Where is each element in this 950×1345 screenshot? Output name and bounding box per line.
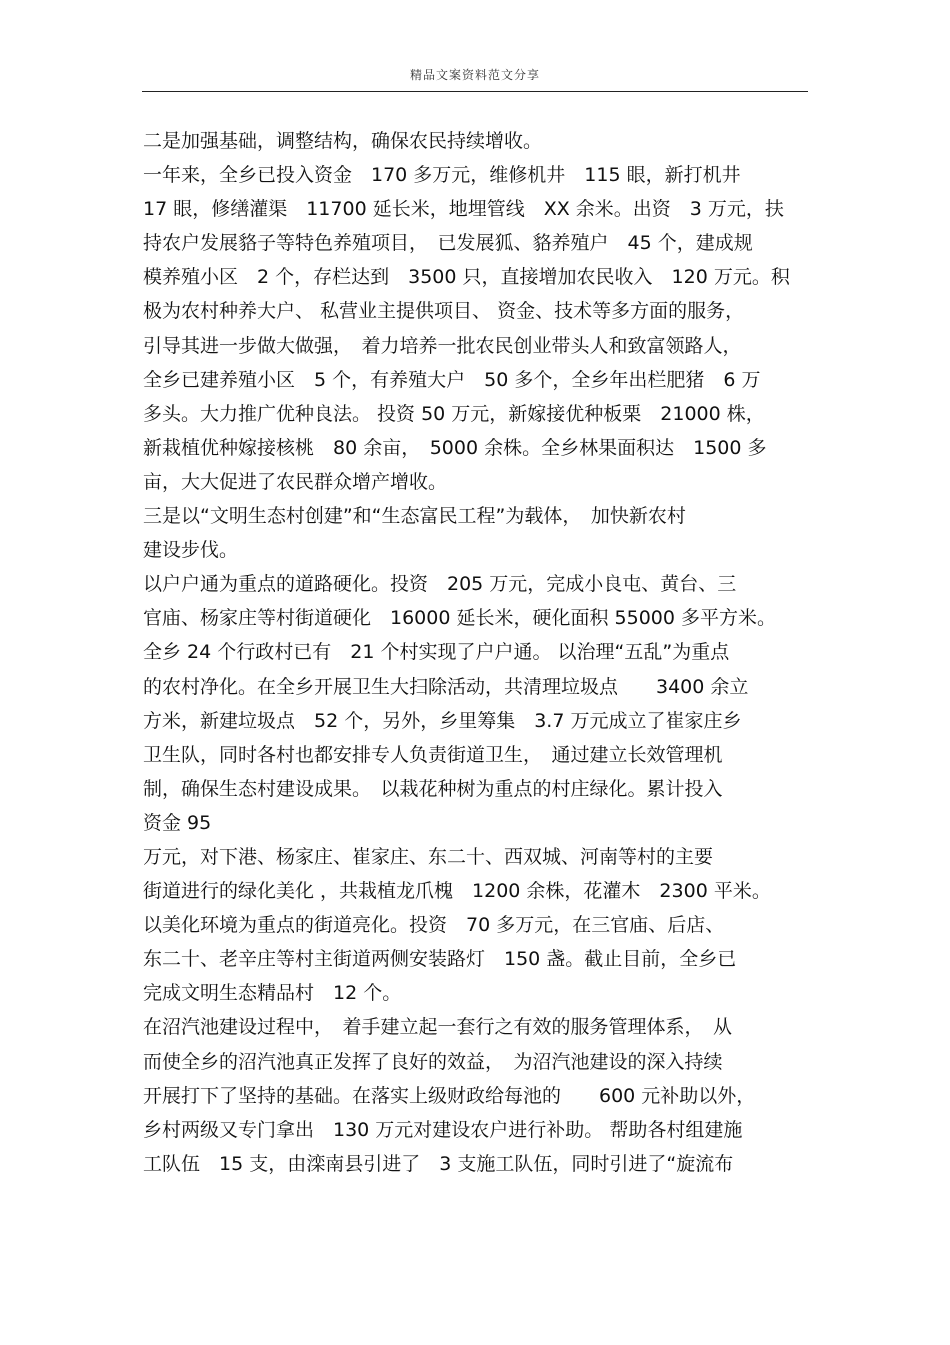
text-line: 17 眼，修缮灌渠 11700 延长米，地埋管线 XX 余米。出资 3 万元，扶: [143, 198, 784, 221]
text-line: 完成文明生态精品村 12 个。: [143, 982, 402, 1005]
document-body: [143, 124, 813, 1181]
text-line: 卫生队，同时各村也都安排专人负责街道卫生， 通过建立长效管理机: [143, 743, 723, 766]
text-line: 亩，大大促进了农民群众增产增收。: [143, 470, 448, 493]
text-line: 以美化环境为重点的街道亮化。投资 70 多万元，在三官庙、后店、: [143, 914, 725, 937]
text-line: 官庙、杨家庄等村街道硬化 16000 延长米，硬化面积 55000 多平方米。: [143, 607, 777, 630]
header-divider: [142, 91, 808, 92]
text-line: 全乡已建养殖小区 5 个，有养殖大户 50 多个，全乡年出栏肥猪 6 万: [143, 368, 761, 391]
text-line: 二是加强基础，调整结构，确保农民持续增收。: [143, 130, 543, 152]
text-line: 万元，对下港、杨家庄、崔家庄、东二十、西双城、河南等村的主要: [143, 845, 714, 868]
text-line: 引导其进一步做大做强， 着力培养一批农民创业带头人和致富领路人，: [143, 334, 742, 357]
text-line: 建设步伐。: [143, 539, 239, 562]
text-line: 制，确保生态村建设成果。 以栽花种树为重点的村庄绿化。累计投入: [143, 777, 723, 800]
text-line: 以户户通为重点的道路硬化。投资 205 万元，完成小良屯、黄台、三: [143, 573, 737, 596]
text-line: 而使全乡的沼汽池真正发挥了良好的效益， 为沼汽池建设的深入持续: [143, 1050, 723, 1073]
text-line: 多头。大力推广优种良法。 投资 50 万元，新嫁接优种板栗 21000 株，: [143, 402, 765, 425]
text-line: 全乡 24 个行政村已有 21 个村实现了户户通。 以治理“五乱”为重点: [143, 641, 730, 664]
text-line: 资金 95: [143, 811, 212, 834]
text-line: 模养殖小区 2 个，存栏达到 3500 只，直接增加农民收入 120 万元。积: [143, 266, 790, 289]
page-header-title: 精品文案资料范文分享: [409, 68, 540, 82]
text-line: 的农村净化。在全乡开展卫生大扫除活动，共清理垃圾点 3400 余立: [143, 675, 749, 698]
text-line: 工队伍 15 支，由滦南县引进了 3 支施工队伍，同时引进了“旋流布: [143, 1152, 734, 1175]
text-line: 一年来，全乡已投入资金 170 多万元，维修机井 115 眼，新打机井: [143, 164, 741, 187]
text-line: 持农户发展貉子等特色养殖项目， 已发展狐、貉养殖户 45 个，建成规: [143, 232, 753, 255]
text-line: 乡村两级又专门拿出 130 万元对建设农户进行补助。 帮助各村组建施: [143, 1118, 743, 1141]
text-line: 方米，新建垃圾点 52 个，另外，乡里筹集 3.7 万元成立了崔家庄乡: [143, 709, 742, 732]
text-line: 极为农村种养大户、 私营业主提供项目、 资金、技术等多方面的服务，: [143, 300, 745, 323]
text-line: 东二十、老辛庄等村主街道两侧安装路灯 150 盏。截止目前，全乡已: [143, 948, 737, 971]
text-line: 三是以“文明生态村创建”和“生态富民工程”为载体， 加快新农村: [143, 505, 686, 528]
text-line: 在沼汽池建设过程中， 着手建立起一套行之有效的服务管理体系， 从: [143, 1016, 733, 1039]
text-line: 街道进行的绿化美化 ，共栽植龙爪槐 1200 余株，花灌木 2300 平米。: [143, 880, 771, 903]
text-line: 新栽植优种嫁接核桃 80 余亩， 5000 余株。全乡林果面积达 1500 多: [143, 436, 767, 459]
text-line: 开展打下了坚持的基础。在落实上级财政给每池的 600 元补助以外，: [143, 1084, 756, 1107]
